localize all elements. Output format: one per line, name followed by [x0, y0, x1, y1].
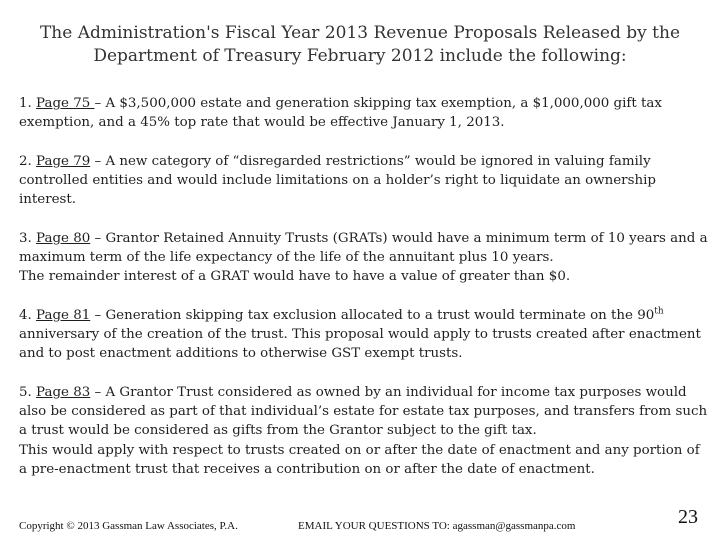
- page-number: 23: [678, 506, 698, 528]
- item-number: 4.: [19, 308, 37, 323]
- proposal-item-4: [19, 306, 709, 364]
- footer-copyright: Copyright © 2013 Gassman Law Associates, P.A.: [19, 520, 238, 532]
- slide-title: The Administration's Fiscal Year 2013 Revenue Proposals Released by the Department of Treasury February 2012 include the following:: [39, 23, 681, 66]
- item-number: 1.: [19, 96, 37, 111]
- page-link-75[interactable]: Page 75: [36, 96, 95, 111]
- page-link-83[interactable]: Page 83: [36, 385, 91, 400]
- page-link-81[interactable]: Page 81: [36, 308, 91, 323]
- item-text: – Grantor Retained Annuity Trusts (GRATs) would have a minimum term of 10 years and a maximum term of the life expectancy of the life of the annuitant plus 10 years.: [19, 231, 708, 266]
- item-text: – A new category of “disregarded restrictions” would be ignored in valuing family controlled entities and would include limitations on a holder’s right to liquidate an ownership interest.: [19, 154, 656, 208]
- page-link-79[interactable]: Page 79: [36, 154, 91, 169]
- item-text: – A Grantor Trust considered as owned by an individual for income tax purposes would also be considered as part of that individual’s estate for estate tax purposes, and transfers from such a trust would be considered as gifts from the Grantor subject to the gift tax.: [19, 385, 708, 439]
- item-text-continued: The remainder interest of a GRAT would have to have a value of greater than $0.: [19, 269, 571, 285]
- proposal-item-3: [19, 229, 709, 287]
- proposal-item-5: [19, 383, 709, 479]
- item-text-continued: anniversary of the creation of the trust. This proposal would apply to trusts created after enactment and to post enactment additions to otherwise GST exempt trusts.: [19, 327, 701, 362]
- footer-email: EMAIL YOUR QUESTIONS TO: agassman@gassmanpa.com: [298, 520, 576, 532]
- item-number: 2.: [19, 154, 37, 169]
- item-text: – Generation skipping tax exclusion allocated to a trust would terminate on the 90: [90, 308, 655, 323]
- page-link-80[interactable]: Page 80: [36, 231, 91, 246]
- item-text-continued: This would apply with respect to trusts created on or after the date of enactment and any portion of a pre-enactment trust that receives a contribution on or after the date of enactment.: [19, 442, 700, 477]
- item-text: – A $3,500,000 estate and generation skipping tax exemption, a $1,000,000 gift tax exemption, and a 45% top rate that would be effective January 1, 2013.: [19, 96, 662, 131]
- item-number: 3.: [19, 231, 37, 246]
- proposal-item-2: [19, 152, 709, 210]
- ordinal-superscript: th: [654, 306, 664, 317]
- proposal-item-1: [19, 94, 709, 132]
- item-number: 5.: [19, 385, 37, 400]
